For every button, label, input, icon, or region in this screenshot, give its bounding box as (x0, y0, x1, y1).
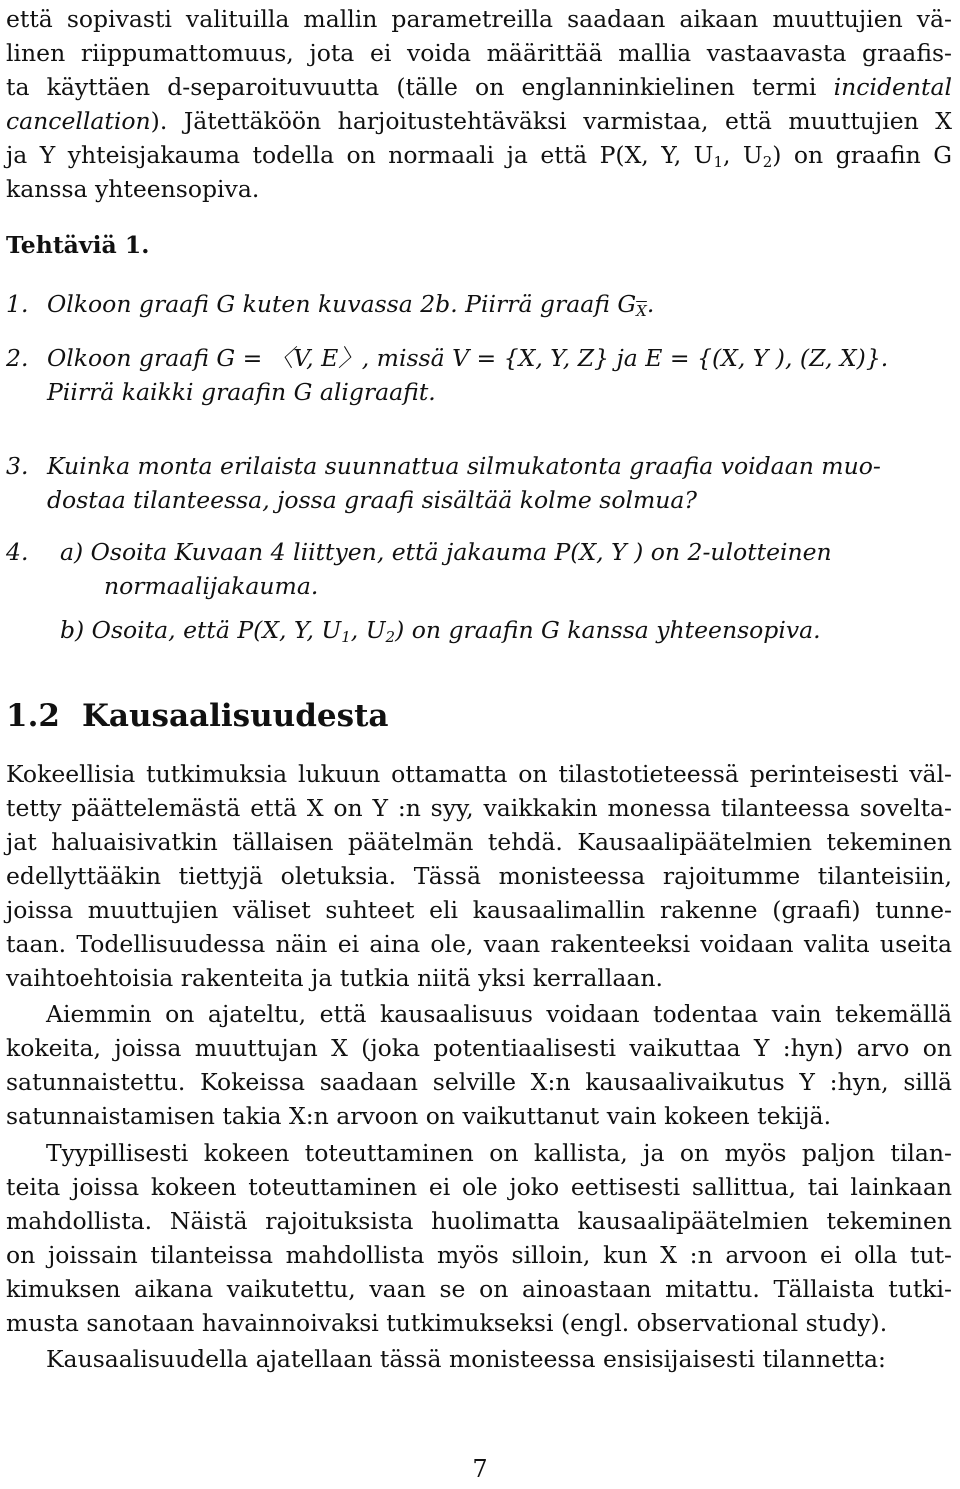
intro-paragraph (6, 2, 952, 206)
paragraph-4 (6, 1342, 952, 1376)
exercise-item-1: 1. Olkoon graafi G kuten kuvassa 2b. Piirrä graafi $G_{\overline{X}}$. (6, 287, 952, 321)
text-line: ta käyttäen d-separoituvuutta (tälle on englanninkielinen termi incidental (6, 73, 952, 101)
text-line: joissa muuttujien väliset suhteet eli kausaalimallin rakenne (graafi) tunne- (6, 896, 952, 924)
exercise-number: 2. (6, 344, 29, 372)
text-line: cancellation). Jätettäköön harjoitustehtäväksi varmistaa, että muuttujien X (6, 107, 952, 135)
text-line: tetty päättelemästä että X on Y :n syy, vaikkakin monessa tilanteessa sovelta- (6, 794, 952, 822)
term-incidental: incidental (833, 73, 952, 101)
exercise-number: 4. (6, 538, 29, 566)
text-line: linen riippumattomuus, jota ei voida määrittää mallia vastaavasta graafis- (6, 39, 952, 67)
text-line: kokeita, joissa muuttujan X (joka potentiaalisesti vaikuttaa Y :hyn) arvo on (6, 1034, 952, 1062)
text-line: Aiemmin on ajateltu, että kausaalisuus voidaan todentaa vain tekemällä (46, 1000, 952, 1028)
text-line: ja Y yhteisjakauma todella on normaali ja että P(X, Y, $U_1$, $U_2$) on graafin G (6, 141, 952, 171)
paragraph-1 (6, 757, 952, 995)
text-line: kimuksen aikana vaikutettu, vaan se on ainoastaan mitattu. Tällaista tutki- (6, 1275, 952, 1303)
text-line: musta sanotaan havainnoivaksi tutkimukseksi (engl. observational study). (6, 1309, 888, 1337)
term-cancellation: cancellation (6, 107, 151, 135)
exercise-item-4: 4. a) Osoita Kuvaan 4 liittyen, että jakauma P(X, Y ) on 2-ulotteinen normaalijakauma. b) Osoita, että P(X, Y, $U_1$, $U_2$) on graafin G kanssa yhteensopiva. (6, 535, 952, 647)
text-line: Tyypillisesti kokeen toteuttaminen on kallista, ja on myös paljon tilan- (46, 1139, 952, 1167)
exercises-heading: Tehtäviä 1. (6, 231, 150, 259)
paragraph-3 (6, 1136, 952, 1340)
text-line: taan. Todellisuudessa näin ei aina ole, vaan rakenteeksi voidaan valita useita (6, 930, 952, 958)
text-line: vaihtoehtoisia rakenteita ja tutkia niitä yksi kerrallaan. (6, 964, 664, 992)
exercise-number: 3. (6, 452, 29, 480)
exercise-item-3: 3. Kuinka monta erilaista suunnattua silmukatonta graafia voidaan muo- dostaa tilanteessa, jossa graafi sisältää kolme solmua? (6, 449, 952, 517)
text-line: satunnaistamisen takia X:n arvoon on vaikuttanut vain kokeen tekijä. (6, 1102, 832, 1130)
text-line: satunnaistettu. Kokeissa saadaan selville X:n kausaalivaikutus Y :hyn, sillä (6, 1068, 952, 1096)
text-line: edellyttääkin tiettyjä oletuksia. Tässä monisteessa rajoitumme tilanteisiin, (6, 862, 952, 890)
section-title: Kausaalisuudesta (81, 698, 389, 734)
text-line: että sopivasti valituilla mallin parametreilla saadaan aikaan muuttujien vä- (6, 5, 952, 33)
text-line: kanssa yhteensopiva. (6, 175, 260, 203)
text-line: mahdollista. Näistä rajoituksista huolimatta kausaalipäätelmien tekeminen (6, 1207, 952, 1235)
text-line: Kausaalisuudella ajatellaan tässä monisteessa ensisijaisesti tilannetta: (46, 1345, 886, 1373)
page-number: 7 (472, 1455, 488, 1483)
section-number: 1.2 (6, 698, 60, 734)
section-heading (6, 694, 388, 738)
paragraph-2 (6, 997, 952, 1133)
text-line: jat haluaisivatkin tällaisen päätelmän tehdä. Kausaalipäätelmien tekeminen (6, 828, 952, 856)
text-line: on joissain tilanteissa mahdollista myös silloin, kun X :n arvoon ei olla tut- (6, 1241, 952, 1269)
text-line: teita joissa kokeen toteuttaminen ei ole joko eettisesti sallittua, tai lainkaan (6, 1173, 952, 1201)
text-line: Kokeellisia tutkimuksia lukuun ottamatta on tilastotieteessä perinteisesti väl- (6, 760, 952, 788)
exercise-item-2: 2. Olkoon graafi G = 〈V, E〉, missä V = {X, Y, Z} ja E = {(X, Y ), (Z, X)}. Piirrä kaikki graafin G aligraafit. (6, 341, 952, 409)
exercise-number: 1. (6, 290, 29, 318)
